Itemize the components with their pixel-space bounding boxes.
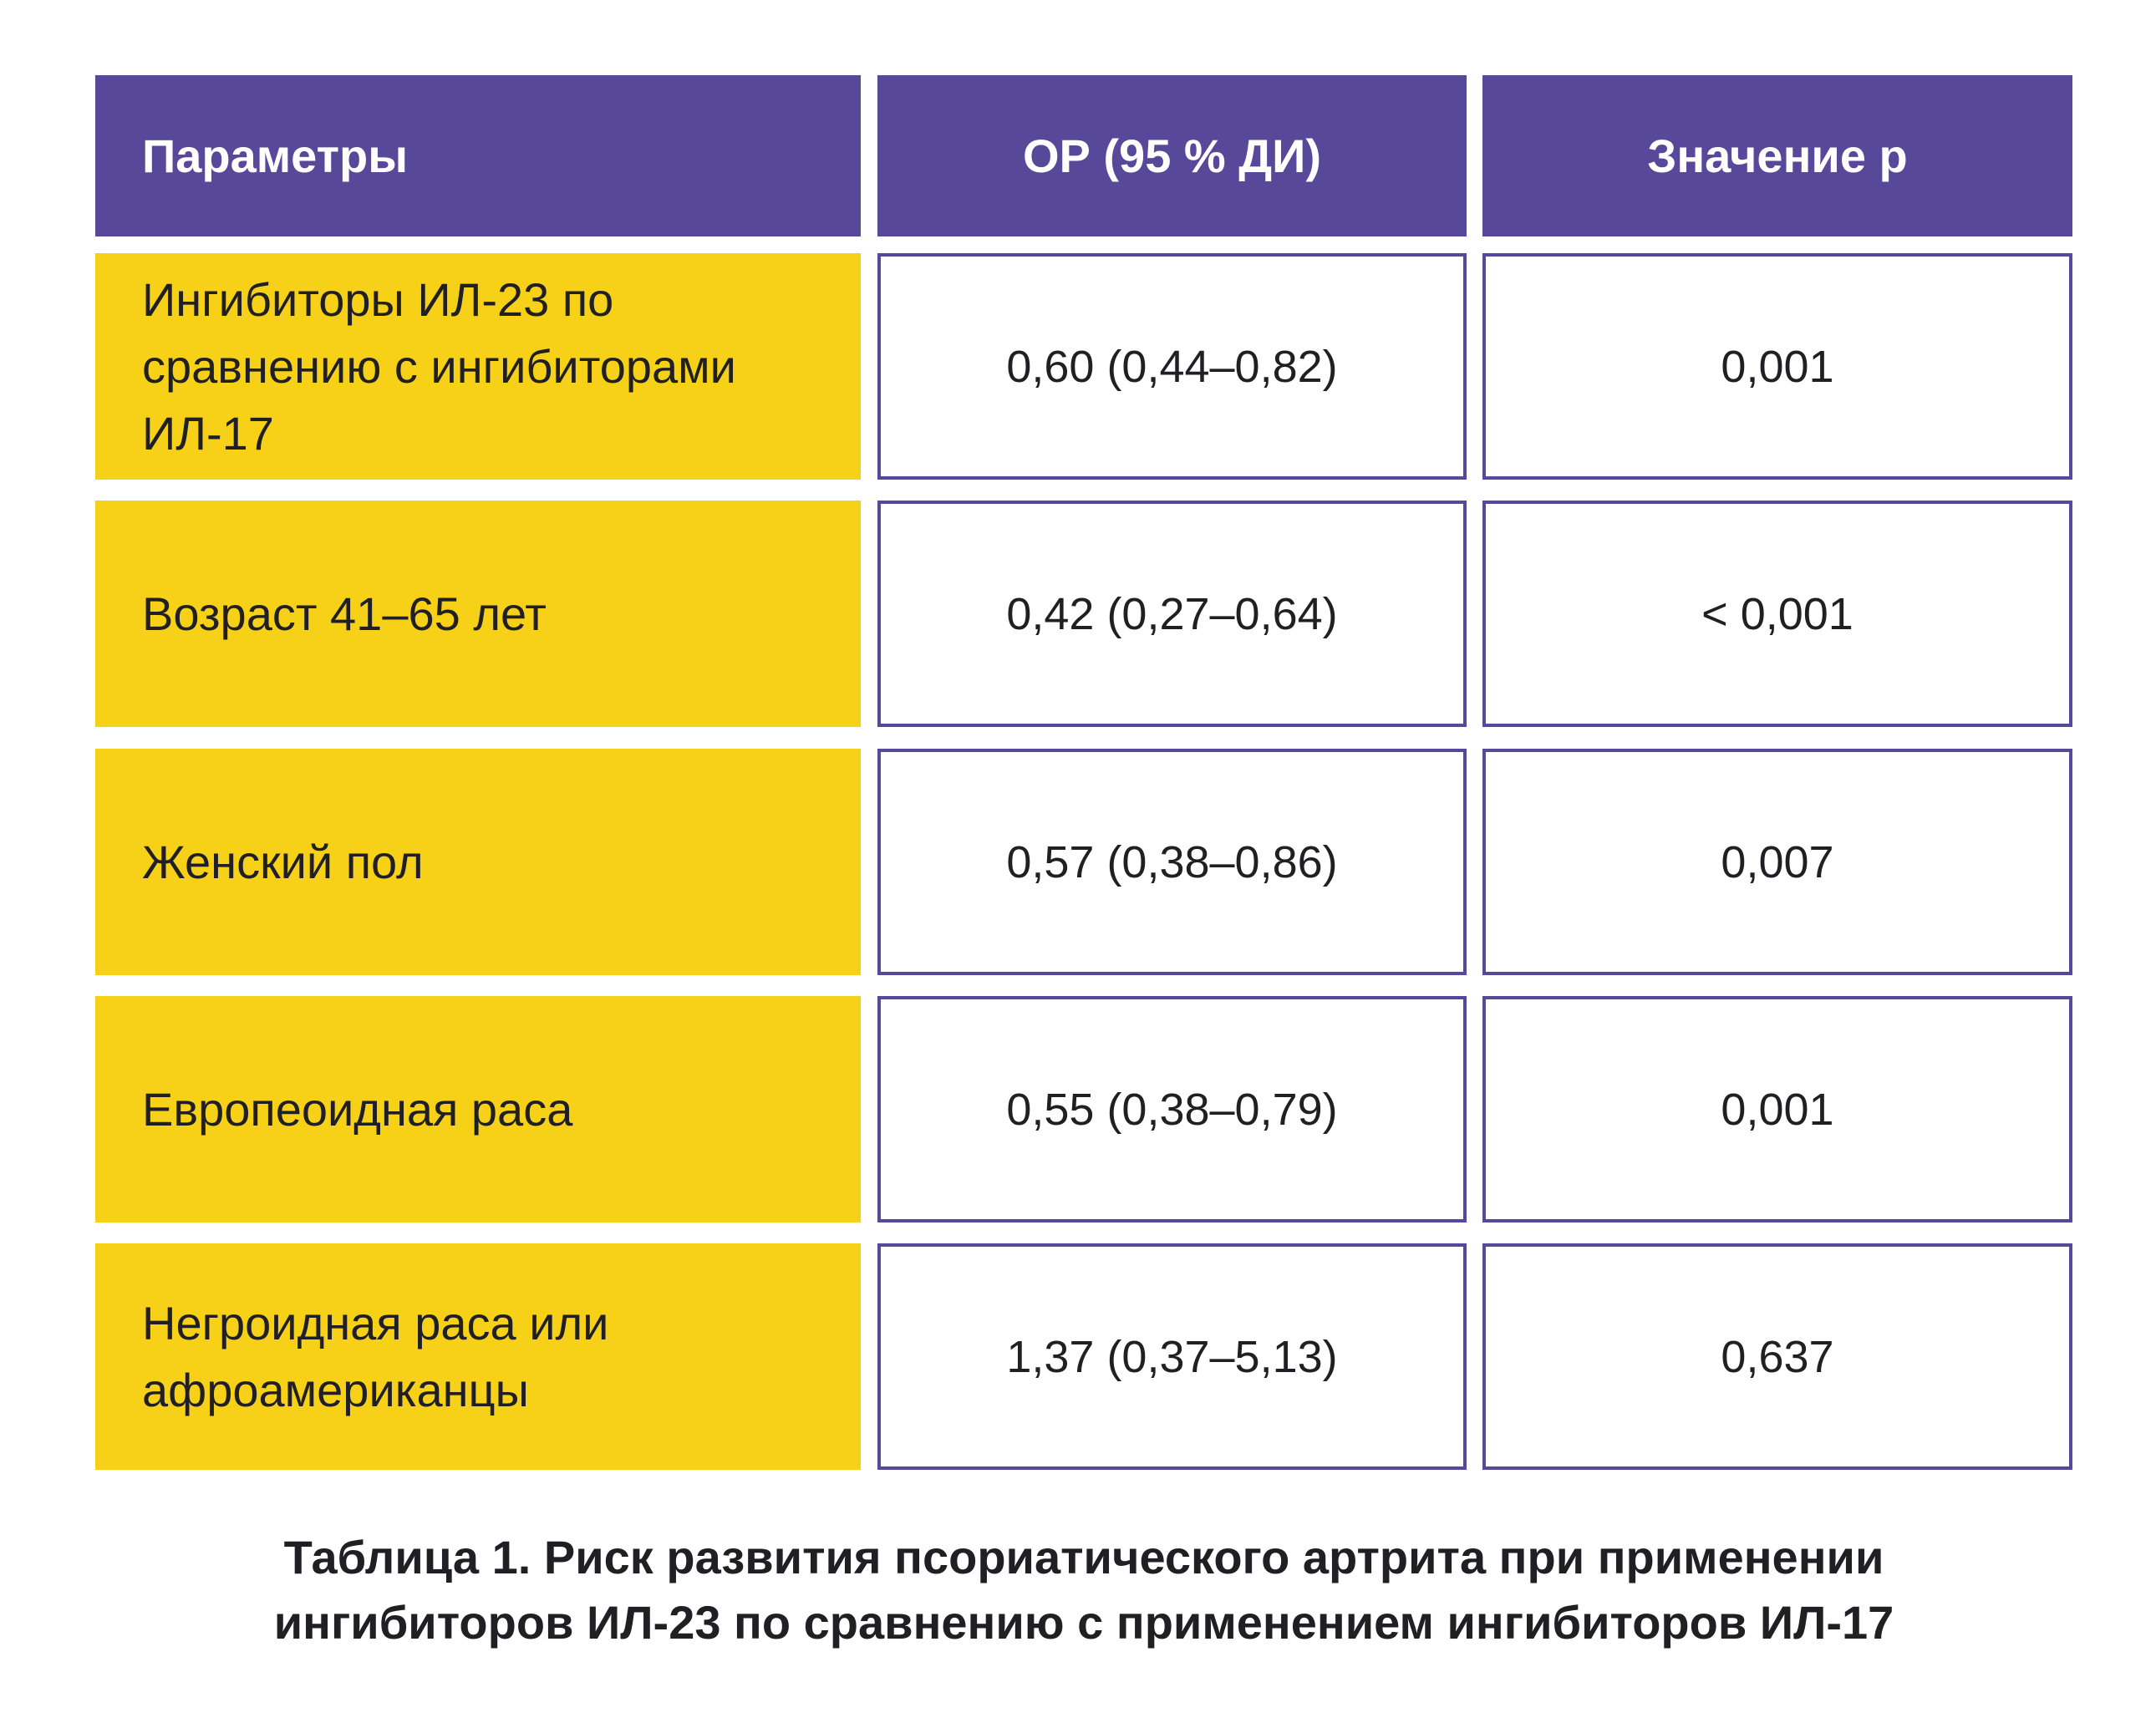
p-value-cell: 0,007 [1482,749,2072,975]
or-ci-cell: 0,57 (0,38–0,86) [877,749,1467,975]
p-value-cell: < 0,001 [1482,501,2072,727]
header-p-value: Значение p [1482,75,2072,236]
caption-line-2: ингибиторов ИЛ-23 по сравнению с применением ингибиторов ИЛ-17 [273,1596,1894,1649]
or-ci-cell: 1,37 (0,37–5,13) [877,1243,1467,1470]
caption-line-1: Таблица 1. Риск развития псориатического артрита при применении [283,1531,1884,1583]
p-value-cell: 0,001 [1482,253,2072,480]
header-or-ci: ОР (95 % ДИ) [877,75,1467,236]
parameter-cell: Возраст 41–65 лет [95,501,861,727]
header-parameters: Параметры [95,75,861,236]
or-ci-cell: 0,42 (0,27–0,64) [877,501,1467,727]
table-caption [95,1525,2072,1655]
or-ci-cell: 0,60 (0,44–0,82) [877,253,1467,480]
or-ci-cell: 0,55 (0,38–0,79) [877,996,1467,1222]
parameter-cell: Европеоидная раса [95,996,861,1222]
parameter-cell: Женский пол [95,749,861,975]
parameter-cell: Ингибиторы ИЛ-23 по сравнению с ингибиторами ИЛ-17 [95,253,861,480]
parameter-cell: Негроидная раса или афроамериканцы [95,1243,861,1470]
p-value-cell: 0,001 [1482,996,2072,1222]
p-value-cell: 0,637 [1482,1243,2072,1470]
